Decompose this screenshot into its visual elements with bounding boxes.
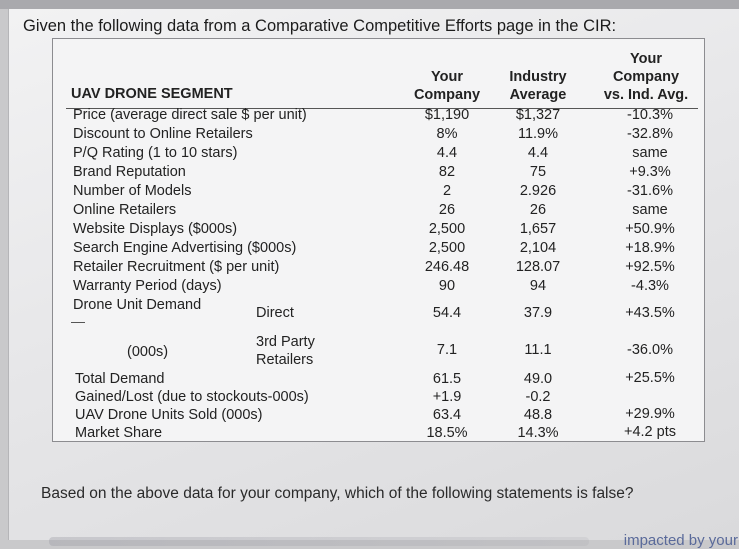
third-party-industry-value: 11.1 [524,342,552,358]
diff-value: same [632,202,668,218]
industry-value: 2.926 [519,183,557,199]
industry-value: 11.9% [517,126,559,142]
market-share-label: Market Share [75,425,163,441]
units-sold-label: UAV Drone Units Sold (000s) [75,407,263,423]
total-your-value: 61.5 [432,371,462,387]
gained-industry-value: -0.2 [525,389,551,405]
your-value: 26 [438,202,456,218]
direct-industry-value: 37.9 [523,305,553,321]
industry-value: 4.4 [527,145,549,161]
sold-diff-value: +29.9% [625,406,675,422]
browser-top-strip [0,0,739,9]
third-party-your-value: 7.1 [436,342,458,358]
row-label: P/Q Rating (1 to 10 stars) [73,145,238,161]
diff-value: same [632,145,668,161]
industry-average-header-1: Industry [509,69,567,85]
your-value: 2,500 [428,240,466,256]
next-line-partial [9,532,739,549]
diff-value: +18.9% [625,240,675,256]
gained-your-value: +1.9 [432,389,462,405]
row-label: Price (average direct sale $ per unit) [73,107,307,123]
demand-dash [71,322,85,323]
your-value: 82 [438,164,456,180]
gained-lost-label: Gained/Lost (due to stockouts-000s) [75,389,309,405]
direct-diff-value: +43.5% [625,305,675,321]
blurred-text [49,537,589,546]
row-label: Warranty Period (days) [73,278,222,294]
total-diff-value: +25.5% [625,370,675,386]
prompt-text: Based on the above data for your company, which of the following statements is false? [41,485,634,502]
sold-your-value: 63.4 [432,407,462,423]
industry-value: 1,657 [519,221,557,237]
your-value: 2,500 [428,221,466,237]
your-company-header-1: Your [431,69,463,85]
demand-unit-label: (000s) [127,344,169,360]
your-value: 2 [442,183,452,199]
industry-value: 26 [529,202,547,218]
question-text: Given the following data from a Comparative Competitive Efforts page in the CIR: [23,17,617,35]
row-label: Brand Reputation [73,164,186,180]
your-value: 246.48 [424,259,470,275]
sold-industry-value: 48.8 [523,407,553,423]
your-company-header-2: Company [413,87,481,103]
row-label: Search Engine Advertising ($000s) [73,240,297,256]
your-value: 90 [438,278,456,294]
industry-value: 75 [529,164,547,180]
your-value: 8% [436,126,458,142]
row-label: Online Retailers [73,202,177,218]
diff-value: -4.3% [631,278,669,294]
industry-value: $1,327 [515,107,561,123]
diff-value: -10.3% [627,107,673,123]
row-label: Number of Models [73,183,192,199]
demand-label: Drone Unit Demand [73,297,202,313]
share-diff-value: +4.2 pts [624,424,676,440]
your-value: 4.4 [436,145,458,161]
third-party-label-1: 3rd Party [256,334,315,350]
partial-text: impacted by your [623,532,738,549]
row-label: Discount to Online Retailers [73,126,253,142]
diff-value: +92.5% [625,259,675,275]
industry-average-header-2: Average [509,87,567,103]
diff-value: +9.3% [629,164,671,180]
vs-header-3: vs. Ind. Avg. [603,87,689,103]
industry-value: 128.07 [515,259,561,275]
third-party-label-2: Retailers [256,352,314,368]
industry-value: 2,104 [519,240,557,256]
diff-value: -32.8% [627,126,673,142]
total-industry-value: 49.0 [523,371,553,387]
your-value: $1,190 [424,107,470,123]
diff-value: +50.9% [625,221,675,237]
third-party-diff-value: -36.0% [627,342,673,358]
direct-your-value: 54.4 [432,305,462,321]
share-industry-value: 14.3% [517,425,559,441]
share-your-value: 18.5% [426,425,468,441]
vs-header-1: Your [630,51,662,67]
industry-value: 94 [529,278,547,294]
vs-header-2: Company [612,69,680,85]
diff-value: -31.6% [627,183,673,199]
row-label: Retailer Recruitment ($ per unit) [73,259,280,275]
row-label: Website Displays ($000s) [73,221,238,237]
direct-label: Direct [256,305,294,321]
total-demand-label: Total Demand [75,371,165,387]
segment-header: UAV DRONE SEGMENT [71,86,233,102]
